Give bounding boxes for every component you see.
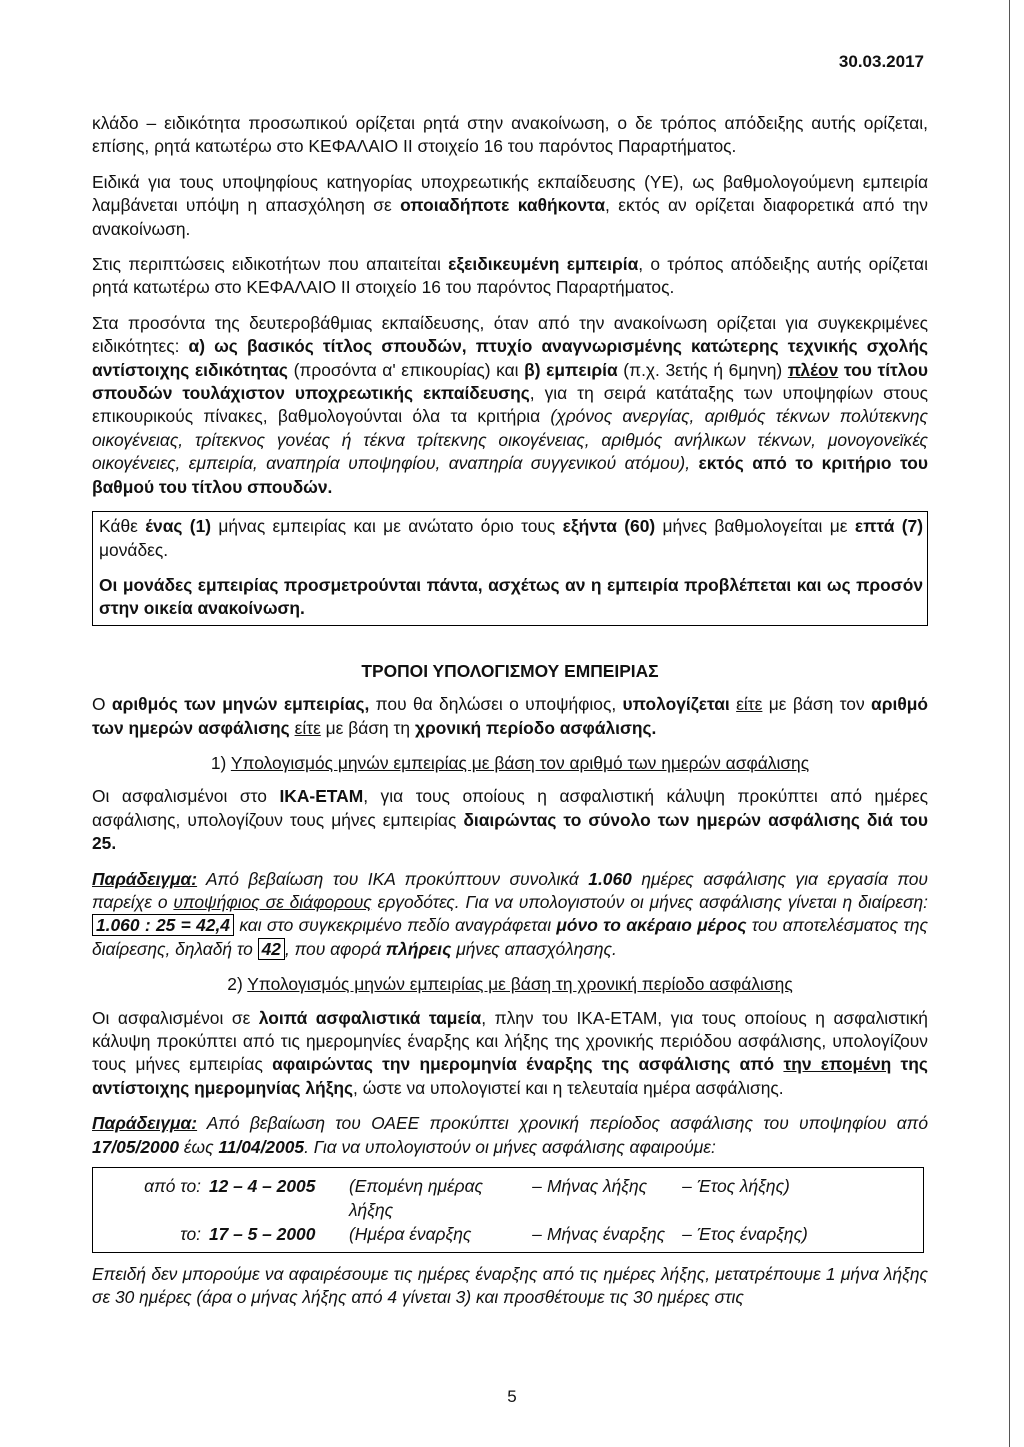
end-date-row: από το: 12 – 4 – 2005 (Επομένη ημέρας λήξης – Μήνας λήξης – Έτος λήξης) bbox=[144, 1176, 790, 1221]
subheading-method-2: 2) Υπολογισμός μηνών εμπειρίας με βάση τη χρονική περίοδο ασφάλισης bbox=[227, 974, 793, 995]
section-heading: ΤΡΟΠΟΙ ΥΠΟΛΟΓΙΣΜΟΥ ΕΜΠΕΙΡΙΑΣ bbox=[361, 660, 659, 681]
paragraph-secondary-education: Στα προσόντα της δευτεροβάθμιας εκπαίδευσης, όταν από την ανακοίνωση ορίζεται για συγκεκριμένες ειδικότητες: α) ως βασικός τίτλος σπουδών, πτυχίο αναγνωρισμένης κατώτερης τεχνικής σχολής αντίστοιχης ειδικότητας (προσόντα α' επικουρίας) και β) εμπειρία (π.χ. 3ετής ή 6μηνη) πλέον του τίτλου σπουδών τουλάχιστον υποχρεωτικής εκπαίδευσης, για τη σειρά κατάταξης των υποψηφίων στους επικουρικούς πίνακες, βαθμολογούνται όλα τα κριτήρια (χρόνος ανεργίας, αριθμός τέκνων πολύτεκνης οικογένειας, τρίτεκνος γονέας ή τέκνα τρίτεκνης οικογένειας, αριθμός ανήλικων τέκνων, μονογονεϊκές οικογένειες, εμπειρία, αναπηρία υποψηφίου, αναπηρία συγγενικού ατόμου), εκτός από το κριτήριο του βαθμού του τίτλου σπουδών. bbox=[92, 312, 929, 497]
paragraph-ika-method: Οι ασφαλισμένοι στο ΙΚΑ-ΕΤΑΜ, για τους οποίους η ασφαλιστική κάλυψη προκύπτει από ημέρες ασφάλισης, υπολογίζουν τους μήνες εμπειρίας διαιρώντας το σύνολο των ημερών ασφάλισης διά του 25. bbox=[92, 786, 929, 854]
paragraph-ye-category: Ειδικά για τους υποψηφίους κατηγορίας υποχρεωτικής εκπαίδευσης (ΥΕ), ως βαθμολογούμενη εμπειρία λαμβάνεται υπόψη η απασχόληση σε οποιαδήποτε καθήκοντα, εκτός αν ορίζεται διαφορετικά από την ανακοίνωση. bbox=[92, 171, 928, 239]
subheading-method-1: 1) Υπολογισμός μηνών εμπειρίας με βάση τον αριθμό των ημερών ασφάλισης bbox=[210, 752, 810, 773]
paragraph-conversion-note: Επειδή δεν μπορούμε να αφαιρέσουμε τις ημέρες έναρξης από τις ημέρες λήξης, μετατρέπουμε 1 μήνα λήξης σε 30 ημέρες (άρα ο μήνας λήξης από 4 γίνεται 3) και προσθέτουμε τις 30 ημέρες στις bbox=[92, 1264, 928, 1308]
paragraph-months-calc-intro: Ο αριθμός των μηνών εμπειρίας, που θα δηλώσει ο υποψήφιος, υπολογίζεται είτε με βάση τον αριθμό των ημερών ασφάλισης είτε με βάση τη χρονική περίοδο ασφάλισης. bbox=[92, 694, 928, 738]
start-date-row: το: 17 – 5 – 2000 (Ημέρα έναρξης – Μήνας έναρξης – Έτος έναρξης) bbox=[180, 1224, 808, 1245]
example-ika: Παράδειγμα: Από βεβαίωση του ΙΚΑ προκύπτουν συνολικά 1.060 ημέρες ασφάλισης για εργασία που παρείχε ο υποψήφιος σε διάφορους εργοδότες. Για να υπολογιστούν οι μήνες ασφάλισης γίνεται η διαίρεση: 1.060 : 25 = 42,4 και στο συγκεκριμένο πεδίο αναγράφεται μόνο το ακέραιο μέρος του αποτελέσματος της διαίρεσης, δηλαδή το 42 , που αφορά πλήρεις μήνες απασχόλησης. bbox=[92, 868, 928, 959]
scoring-note-text: Οι μονάδες εμπειρίας προσμετρούνται πάντα, ασχέτως αν η εμπειρία προβλέπεται και ως προσόν στην οικεία ανακοίνωση. bbox=[99, 574, 923, 619]
scoring-rule-box bbox=[92, 511, 928, 626]
paragraph-continuation: κλάδο – ειδικότητα προσωπικού ορίζεται ρητά στην ανακοίνωση, ο δε τρόπος απόδειξης αυτής ορίζεται, επίσης, ρητά κατωτέρω στο ΚΕΦΑΛΑΙΟ ΙΙ στοιχείο 16 του παρόντος Παραρτήματος. bbox=[92, 113, 928, 157]
example-oaee: Παράδειγμα: Από βεβαίωση του ΟΑΕΕ προκύπτει χρονική περίοδος ασφάλισης του υποψηφίου από 17/05/2000 έως 11/04/2005. Για να υπολογιστούν οι μήνες ασφάλισης αφαιρούμε: bbox=[92, 1113, 928, 1157]
integer-result-box: 42 bbox=[258, 938, 285, 960]
document-body bbox=[92, 112, 928, 1322]
date-subtraction-box bbox=[92, 1167, 924, 1253]
scoring-rule-text: Κάθε ένας (1) μήνας εμπειρίας και με ανώτατο όριο τους εξήντα (60) μήνες βαθμολογείται με επτά (7) μονάδες. bbox=[99, 516, 923, 560]
page-number: 5 bbox=[507, 1387, 517, 1406]
page-edge-line bbox=[1009, 0, 1010, 1447]
document-date: 30.03.2017 bbox=[838, 52, 924, 71]
paragraph-specialized-experience: Στις περιπτώσεις ειδικοτήτων που απαιτείται εξειδικευμένη εμπειρία, ο τρόπος απόδειξης αυτής ορίζεται ρητά κατωτέρω στο ΚΕΦΑΛΑΙΟ ΙΙ στοιχείο 16 του παρόντος Παραρτήματος. bbox=[92, 254, 928, 298]
paragraph-other-funds-method: Οι ασφαλισμένοι σε λοιπά ασφαλιστικά ταμεία, πλην του ΙΚΑ-ΕΤΑΜ, για τους οποίους η ασφαλιστική κάλυψη προκύπτει από τις ημερομηνίες έναρξης και λήξης της χρονικής περιόδου ασφάλισης, υπολογίζουν τους μήνες εμπειρίας αφαιρώντας την ημερομηνία έναρξης της ασφάλισης από την επομένη της αντίστοιχης ημερομηνίας λήξης, ώστε να υπολογιστεί και η τελευταία ημέρα ασφάλισης. bbox=[92, 1007, 928, 1098]
division-result-box: 1.060 : 25 = 42,4 bbox=[92, 914, 234, 936]
